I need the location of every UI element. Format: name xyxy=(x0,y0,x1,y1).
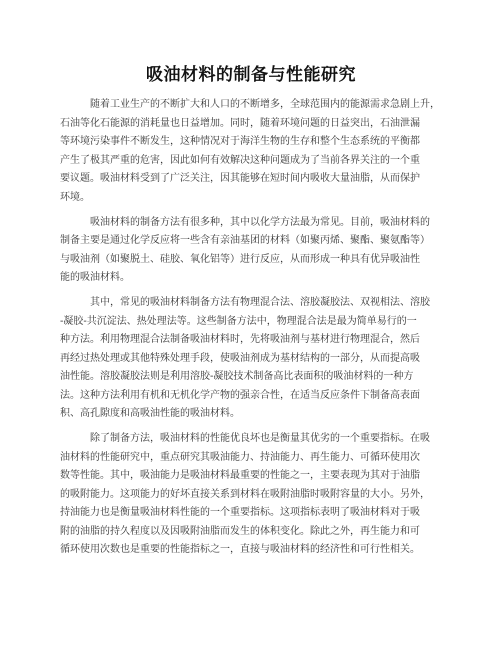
text-line: 其中，常见的吸油材料制备方法有物理混合法、溶胶凝胶法、双视相法、溶胶 xyxy=(90,297,430,308)
text-line: 环境。 xyxy=(60,191,90,203)
paragraph-4 xyxy=(60,430,443,560)
text-line: 油材料的性能研究中，重点研究其吸油能力、持油能力、再生能力、可循环使用次 xyxy=(60,451,420,463)
text-line: 石油等化石能源的消耗量也日益增加。同时，随着环境问题的日益突出，石油泄漏 xyxy=(60,117,420,129)
text-line: 积、高孔隙度和高吸油性能的吸油材料。 xyxy=(60,408,240,419)
text-line: 除了制备方法，吸油材料的性能优良坏也是衡量其优劣的一个重要指标。在吸 xyxy=(90,433,430,444)
text-line: 要议题。吸油材料受到了广泛关注，因其能够在短时间内吸收大量油脂，从而保护 xyxy=(60,173,420,184)
text-line: 能的吸油材料。 xyxy=(60,272,130,283)
text-line: 种方法。利用物理混合法制备吸油材料时，先将吸油剂与基材进行物理混合，然后 xyxy=(60,334,420,345)
text-line: 吸油材料的制备方法有很多种，其中以化学方法最为常见。目前，吸油材料的 xyxy=(90,216,430,228)
text-line: 产生了极其严重的危害，因此如何有效解决这种问题成为了当前各界关注的一个重 xyxy=(60,154,420,166)
text-line: 的吸附能力。这项能力的好坏直接关系到材料在吸附油脂时吸附容量的大小。另外， xyxy=(60,488,430,500)
paragraph-2 xyxy=(60,214,443,288)
text-line: 与吸油剂（如聚脱土、硅胶、氧化铝等）进行反应，从而形成一种具有优异吸油性 xyxy=(60,253,420,265)
document-body xyxy=(60,96,443,566)
text-line: 等环境污染事件不断发生，这种情况对于海洋生物的生存和整个生态系统的平衡都 xyxy=(60,136,420,147)
document-title: 吸油材料的制备与性能研究 xyxy=(146,65,356,85)
text-line: 循环使用次数也是重要的性能指标之一，直接与吸油材料的经济性和可行性相关。 xyxy=(60,544,420,555)
text-line: 持油能力也是衡量吸油材料性能的一个重要指标。这项指标表明了吸油材料对于吸 xyxy=(60,507,420,518)
text-line: -凝胶-共沉淀法、热处理法等。这些制备方法中，物理混合法是最为简单易行的一 xyxy=(60,315,417,327)
text-line: 再经过热处理或其他特殊处理手段，使吸油剂成为基材结构的一部分，从而提高吸 xyxy=(60,352,420,364)
text-line: 数等性能。其中，吸油能力是吸油材料最重要的性能之一，主要表现为其对于油脂 xyxy=(60,470,420,481)
text-line: 随着工业生产的不断扩大和人口的不断增多，全球范围内的能源需求急剧上升， xyxy=(90,99,440,110)
text-line: 油性能。溶胶凝胶法则是利用溶胶-凝胶技术制备高比表面积的吸油材料的一种方 xyxy=(60,371,414,382)
text-line: 制备主要是通过化学反应将一些含有亲油基团的材料（如聚丙烯、聚酯、聚氨酯等） xyxy=(60,235,430,246)
paragraph-1 xyxy=(60,96,443,207)
paragraph-3 xyxy=(60,294,443,424)
text-line: 附的油脂的持久程度以及因吸附油脂而发生的体积变化。除此之外，再生能力和可 xyxy=(60,525,420,537)
text-line: 法。这种方法利用有机和无机化学产物的强亲合性，在适当反应条件下制备高表面 xyxy=(60,389,420,401)
